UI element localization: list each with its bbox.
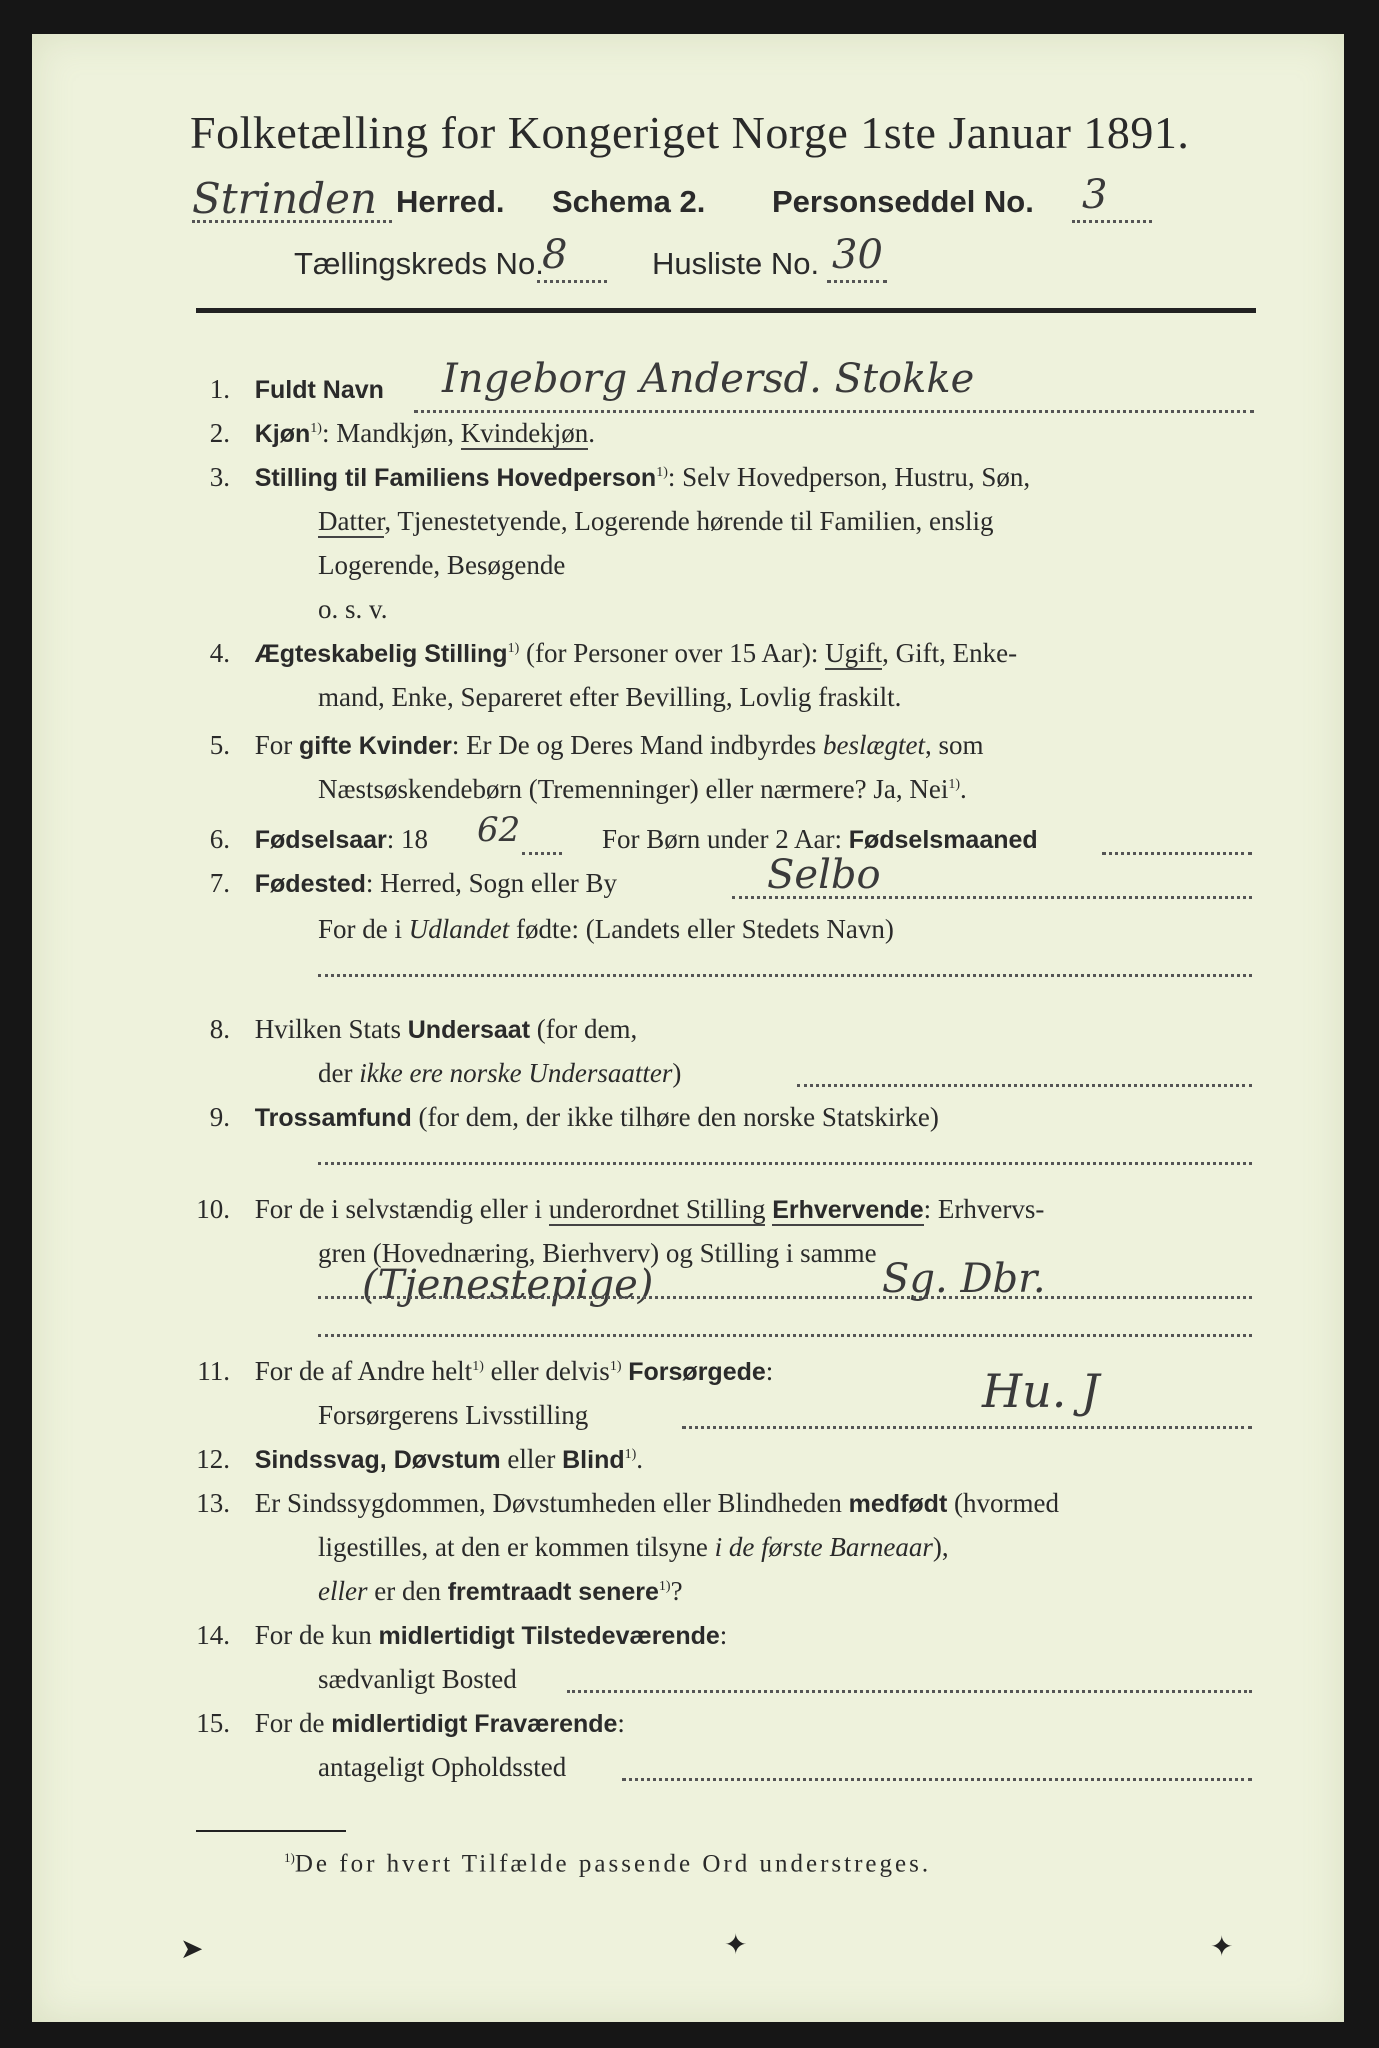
corner-mark-center: ✦ bbox=[724, 1930, 748, 1961]
footnote-ref: 1) bbox=[472, 1359, 484, 1374]
husliste-dotline bbox=[827, 280, 887, 283]
item-italic: i de første Barneaar bbox=[714, 1532, 933, 1562]
item-number: 1. bbox=[209, 374, 230, 404]
full-name-answer: Ingeborg Andersd. Stokke bbox=[442, 356, 975, 402]
item-text: , som bbox=[924, 730, 984, 760]
footnote-text: De for hvert Tilfælde passende Ord understreges. bbox=[294, 1850, 932, 1878]
item-text: . bbox=[960, 774, 967, 804]
occupation-answer-2: Sg. Dbr. bbox=[882, 1256, 1046, 1302]
item-7-line2 bbox=[318, 914, 894, 945]
item-text: , Tjenestetyende, Logerende hørende til Familien, enslig bbox=[384, 506, 994, 536]
item-1 bbox=[180, 374, 384, 405]
census-form bbox=[32, 34, 1344, 2022]
corner-mark-right: ✦ bbox=[1210, 1932, 1234, 1963]
item-8-line2 bbox=[318, 1058, 681, 1089]
item-text: ) bbox=[672, 1058, 682, 1088]
item-text: For de i bbox=[318, 914, 409, 944]
item-9 bbox=[180, 1102, 939, 1133]
item-label: gifte Kvinder bbox=[299, 732, 452, 760]
item-3-line2 bbox=[318, 506, 993, 537]
item-10-line2: gren (Hovednæring, Bierhverv) og Stilling i samme bbox=[318, 1238, 877, 1268]
item-2 bbox=[180, 418, 595, 449]
item-italic: ikke ere norske Undersaatter bbox=[359, 1058, 673, 1088]
item-text: der bbox=[318, 1058, 360, 1088]
item-number: 5. bbox=[209, 730, 230, 760]
item-label: Fødested bbox=[254, 870, 366, 898]
item-number: 11. bbox=[197, 1356, 230, 1386]
item-text: eller bbox=[500, 1444, 563, 1474]
item-text: Næstsøskendebørn (Tremenninger) eller nærmere? Ja, Nei bbox=[318, 774, 949, 804]
item-label: Fødselsaar bbox=[254, 826, 387, 854]
item-text: : 18 bbox=[386, 824, 429, 854]
item-text: er den bbox=[367, 1576, 448, 1606]
item-text: Hvilken Stats bbox=[254, 1014, 408, 1044]
item-text: (for Personer over 15 Aar): bbox=[519, 638, 826, 668]
footnote-ref: 1) bbox=[658, 1579, 671, 1594]
item-text: , Gift, Enke- bbox=[882, 638, 1018, 668]
item-text: eller delvis bbox=[483, 1356, 610, 1386]
corner-mark-left: ➤ bbox=[180, 1934, 204, 1965]
item-text: : bbox=[719, 1620, 728, 1650]
herred-dotline bbox=[192, 220, 392, 223]
item-text: : Herred, Sogn eller By bbox=[365, 868, 618, 898]
underlined-option: underordnet Stilling bbox=[548, 1194, 766, 1224]
birth-year-answer: 62 bbox=[477, 810, 521, 850]
item-14-line2: sædvanligt Bosted bbox=[318, 1664, 517, 1694]
item-text: fødte: (Landets eller Stedets Navn) bbox=[509, 914, 894, 944]
item-label: fremtraadt senere bbox=[447, 1578, 659, 1606]
year-dotline bbox=[522, 852, 562, 855]
item-4 bbox=[180, 638, 1017, 669]
item-11-line2: Forsørgerens Livsstilling bbox=[318, 1400, 589, 1430]
item-text: : bbox=[617, 1708, 625, 1738]
name-dotline bbox=[414, 410, 1254, 413]
item-15-line2: antageligt Opholdssted bbox=[318, 1752, 567, 1782]
item-13-line3 bbox=[318, 1576, 683, 1607]
kreds-label: Tællingskreds No. bbox=[294, 246, 544, 281]
item-italic: eller bbox=[318, 1576, 368, 1606]
item-number: 8. bbox=[209, 1014, 230, 1044]
item-text: . bbox=[636, 1444, 644, 1474]
item-text: : bbox=[765, 1356, 774, 1386]
personseddel-label: Personseddel No. bbox=[772, 184, 1034, 219]
item-11 bbox=[180, 1356, 773, 1387]
item-label: Ægteskabelig Stilling bbox=[254, 640, 508, 668]
item-label: Sindssvag, Døvstum bbox=[254, 1446, 501, 1474]
personseddel-dotline bbox=[1072, 220, 1152, 223]
item-label: Stilling til Familiens Hovedperson bbox=[254, 464, 657, 492]
item-5-line2 bbox=[318, 774, 967, 805]
item-3-line4: o. s. v. bbox=[318, 594, 388, 624]
item-5 bbox=[180, 730, 984, 761]
underlined-option: Datter bbox=[318, 506, 385, 536]
item-italic: beslægtet bbox=[822, 730, 925, 760]
month-dotline bbox=[1102, 852, 1252, 855]
personseddel-number: 3 bbox=[1082, 172, 1108, 218]
item-text: : Erhvervs- bbox=[923, 1194, 1045, 1224]
footnote bbox=[284, 1850, 931, 1878]
occupation-dotline bbox=[318, 1296, 1252, 1299]
herred-handwritten: Strinden bbox=[192, 174, 378, 223]
item-text: : Er De og Deres Mand indbyrdes bbox=[451, 730, 823, 760]
footnote-ref: 1) bbox=[609, 1359, 622, 1374]
item-14 bbox=[180, 1620, 727, 1651]
foreign-dotline bbox=[318, 974, 1252, 977]
item-text: ), bbox=[932, 1532, 949, 1562]
footnote-ref: 1) bbox=[624, 1447, 637, 1462]
footnote-ref: 1) bbox=[507, 641, 520, 656]
item-6 bbox=[180, 824, 428, 855]
underlined-option: Ugift bbox=[825, 638, 883, 668]
item-7 bbox=[180, 868, 617, 899]
item-label: medfødt bbox=[848, 1490, 948, 1518]
birthplace-answer: Selbo bbox=[767, 852, 881, 898]
whereabouts-dotline bbox=[622, 1778, 1252, 1781]
provider-dotline bbox=[682, 1426, 1252, 1429]
item-text: (for dem, der ikke tilhøre den norske Statskirke) bbox=[411, 1102, 939, 1132]
item-label: Blind bbox=[562, 1446, 625, 1474]
item-label: Fuldt Navn bbox=[254, 376, 384, 404]
item-text: For de af Andre helt bbox=[254, 1356, 473, 1386]
item-number: 3. bbox=[209, 462, 230, 492]
footnote-ref: 1) bbox=[310, 421, 322, 436]
item-text: . bbox=[588, 418, 595, 448]
item-label: Trossamfund bbox=[254, 1104, 412, 1132]
item-text: : Selv Hovedperson, Hustru, Søn, bbox=[667, 462, 1031, 492]
item-text: For bbox=[254, 730, 300, 760]
item-text: (hvormed bbox=[947, 1488, 1059, 1518]
item-4-line2: mand, Enke, Separeret efter Bevilling, Lovlig fraskilt. bbox=[318, 682, 902, 712]
herred-label: Herred. bbox=[396, 184, 505, 219]
item-number: 2. bbox=[209, 418, 230, 448]
item-italic: Udlandet bbox=[408, 914, 510, 944]
item-label: Forsørgede bbox=[628, 1358, 766, 1386]
item-number: 10. bbox=[196, 1194, 230, 1224]
item-12 bbox=[180, 1444, 643, 1475]
footnote-rule bbox=[196, 1830, 346, 1832]
occupation-dotline-2 bbox=[318, 1334, 1252, 1337]
item-label: Erhvervende bbox=[772, 1196, 924, 1224]
item-number: 12. bbox=[196, 1444, 230, 1474]
footnote-ref: 1) bbox=[656, 465, 668, 480]
item-label: Kjøn bbox=[254, 420, 311, 448]
item-15 bbox=[180, 1708, 625, 1739]
underlined-option: Kvindekjøn bbox=[460, 418, 589, 448]
item-text: ligestilles, at den er kommen tilsyne bbox=[318, 1532, 715, 1562]
item-8 bbox=[180, 1014, 637, 1045]
footnote-ref: 1) bbox=[948, 777, 961, 792]
schema-label: Schema 2. bbox=[552, 184, 706, 219]
husliste-number: 30 bbox=[832, 232, 883, 278]
item-text: ? bbox=[670, 1576, 683, 1606]
item-number: 9. bbox=[209, 1102, 230, 1132]
religion-dotline bbox=[318, 1162, 1252, 1165]
item-label: Undersaat bbox=[407, 1016, 531, 1044]
kreds-dotline bbox=[537, 280, 607, 283]
item-text: For de i selvstændig eller i bbox=[254, 1194, 549, 1224]
item-number: 15. bbox=[196, 1708, 230, 1738]
husliste-label: Husliste No. bbox=[652, 246, 820, 281]
item-13 bbox=[180, 1488, 1059, 1519]
item-number: 14. bbox=[196, 1620, 230, 1650]
item-text: For de bbox=[254, 1708, 332, 1738]
form-title: Folketælling for Kongeriget Norge 1ste Januar 1891. bbox=[190, 107, 1190, 158]
kreds-number: 8 bbox=[542, 232, 568, 278]
occupation-answer: (Tjenestepige) bbox=[362, 1262, 654, 1308]
item-number: 4. bbox=[209, 638, 230, 668]
item-10 bbox=[180, 1194, 1044, 1225]
item-text: For Børn under 2 Aar: bbox=[602, 824, 849, 854]
residence-dotline bbox=[567, 1690, 1252, 1693]
header-rule bbox=[196, 308, 1256, 313]
item-number: 6. bbox=[209, 824, 230, 854]
item-3 bbox=[180, 462, 1030, 493]
item-13-line2 bbox=[318, 1532, 949, 1563]
item-text: : Mandkjøn, bbox=[321, 418, 461, 448]
provider-answer: Hu. J bbox=[982, 1364, 1100, 1418]
item-number: 13. bbox=[196, 1488, 230, 1518]
item-label: Fødselsmaaned bbox=[848, 826, 1038, 854]
item-label: midlertidigt Fraværende bbox=[331, 1710, 618, 1738]
citizenship-dotline bbox=[797, 1084, 1252, 1087]
item-3-line3: Logerende, Besøgende bbox=[318, 550, 566, 580]
birthplace-dotline bbox=[732, 896, 1252, 899]
item-text: Er Sindssygdommen, Døvstumheden eller Blindheden bbox=[254, 1488, 849, 1518]
item-6-part2 bbox=[602, 824, 1038, 855]
item-label: midlertidigt Tilstedeværende bbox=[378, 1622, 720, 1650]
item-text: (for dem, bbox=[530, 1014, 638, 1044]
footnote-mark: 1) bbox=[284, 1850, 295, 1865]
item-number: 7. bbox=[209, 868, 230, 898]
item-text: For de kun bbox=[254, 1620, 379, 1650]
